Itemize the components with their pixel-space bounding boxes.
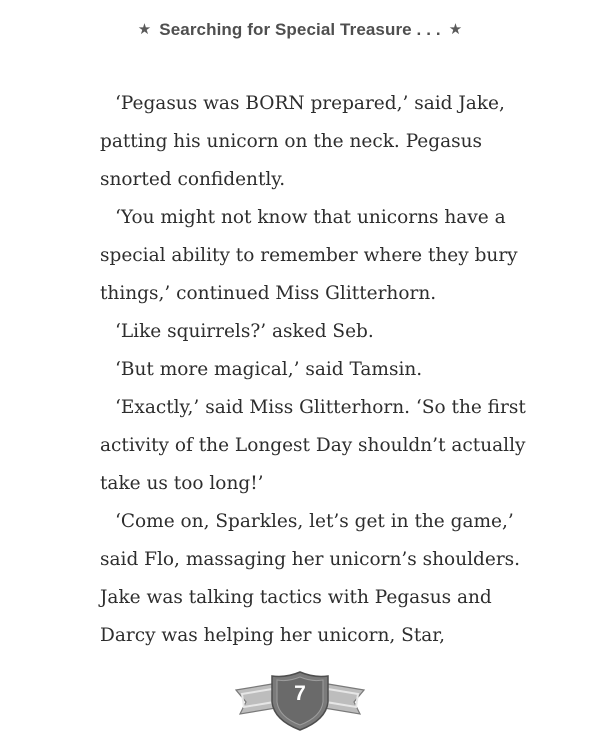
text-line: snorted confidently. xyxy=(100,169,286,190)
page-number-badge xyxy=(232,668,368,732)
running-header xyxy=(0,20,600,40)
text-line: take us too long!’ xyxy=(100,473,264,494)
text-line: Darcy was helping her unicorn, Star, xyxy=(100,625,445,646)
text-line: ‘Come on, Sparkles, let’s get in the game,’ xyxy=(115,511,514,532)
text-line: ‘Like squirrels?’ asked Seb. xyxy=(115,321,374,342)
text-line: activity of the Longest Day shouldn’t actually xyxy=(100,435,526,456)
text-line: Jake was talking tactics with Pegasus and xyxy=(100,587,492,608)
page-number: 7 xyxy=(294,682,306,705)
star-icon: ★ xyxy=(137,21,152,38)
text-line: ‘But more magical,’ said Tamsin. xyxy=(115,359,423,380)
text-line: ‘You might not know that unicorns have a xyxy=(115,207,506,228)
text-line: special ability to remember where they bury xyxy=(100,245,518,266)
text-line: ‘Exactly,’ said Miss Glitterhorn. ‘So the first xyxy=(115,397,526,418)
running-header-title: Searching for Special Treasure . . . xyxy=(159,20,441,39)
text-line: things,’ continued Miss Glitterhorn. xyxy=(100,283,437,304)
star-icon: ★ xyxy=(448,21,463,38)
text-line: ‘Pegasus was BORN prepared,’ said Jake, xyxy=(115,93,505,114)
text-line: patting his unicorn on the neck. Pegasus xyxy=(100,131,483,152)
text-line: said Flo, massaging her unicorn’s shoulders. xyxy=(100,549,521,570)
